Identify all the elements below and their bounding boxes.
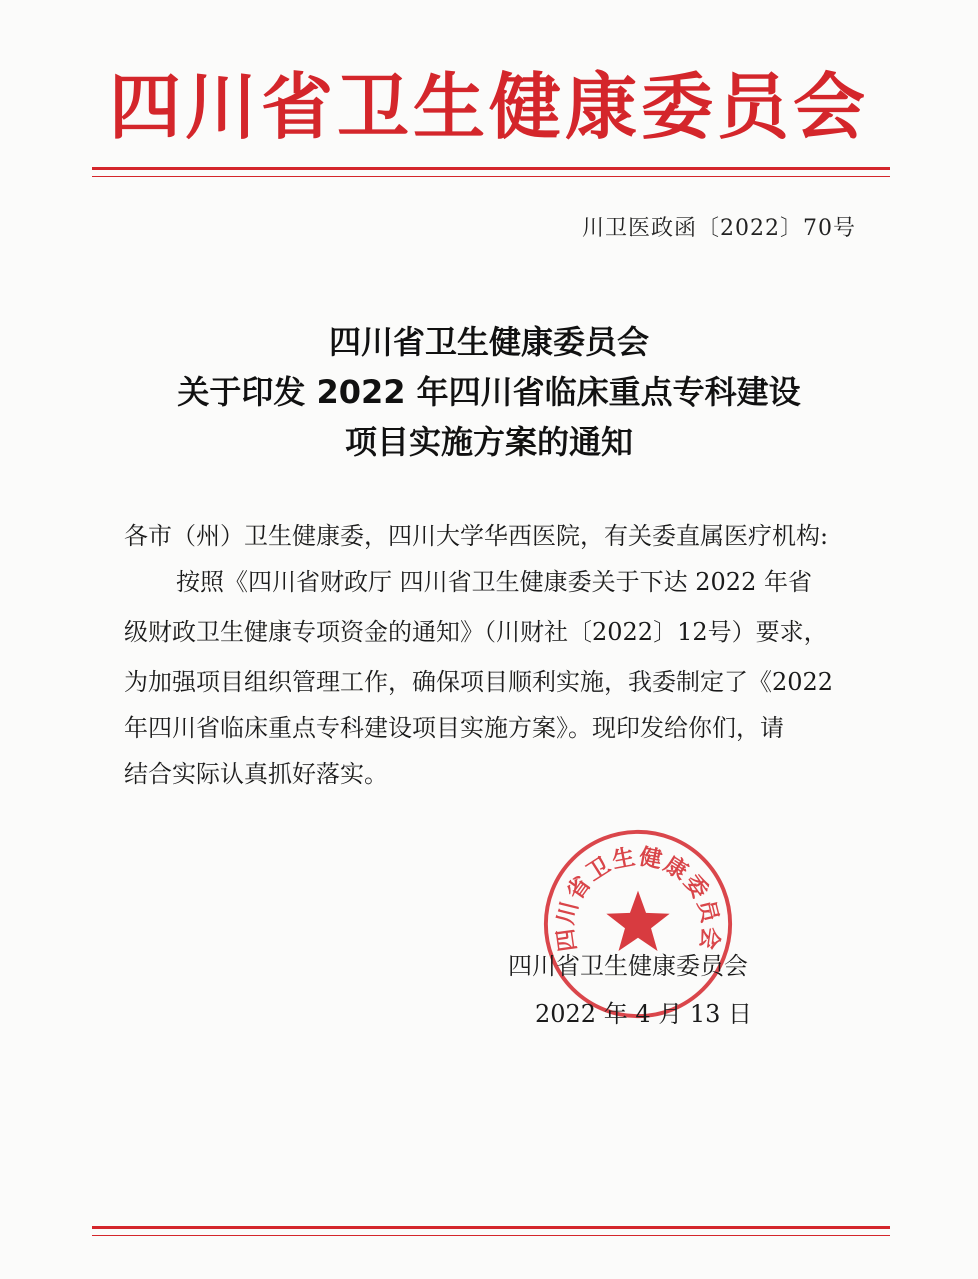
title-line-2: 关于印发 2022 年四川省临床重点专科建设 [177,373,801,411]
footer-rule-thin [92,1235,890,1236]
star-icon [606,891,669,951]
masthead-title: 四川省卫生健康委员会 [108,65,869,149]
addressee: 各市（州）卫生健康委，四川大学华西医院，有关委直属医疗机构: [124,522,829,550]
body-line: 按照《四川省财政厅 四川省卫生健康委关于下达 2022 年省 [176,568,812,596]
seal-text: 四川省卫生健康委员会 [552,843,724,953]
footer-rule-thick [92,1226,890,1229]
body-line: 级财政卫生健康专项资金的通知》（川财社〔2022〕12号）要求， [124,618,828,646]
body-line: 为加强项目组织管理工作，确保项目顺利实施，我委制定了《2022 [124,668,834,696]
signature-org: 四川省卫生健康委员会 [508,952,748,980]
title-line-3: 项目实施方案的通知 [344,423,633,461]
masthead-rule-thick [92,167,890,170]
signature-date: 2022 年 4 月 13 日 [535,1000,753,1028]
title-line-1: 四川省卫生健康委员会 [328,323,649,361]
body-line: 结合实际认真抓好落实。 [124,760,388,788]
official-seal [540,826,736,1022]
body-line: 年四川省临床重点专科建设项目实施方案》。现印发给你们，请 [124,714,784,742]
masthead-rule-thin [92,176,890,177]
document-number: 川卫医政函〔2022〕70号 [582,216,856,241]
